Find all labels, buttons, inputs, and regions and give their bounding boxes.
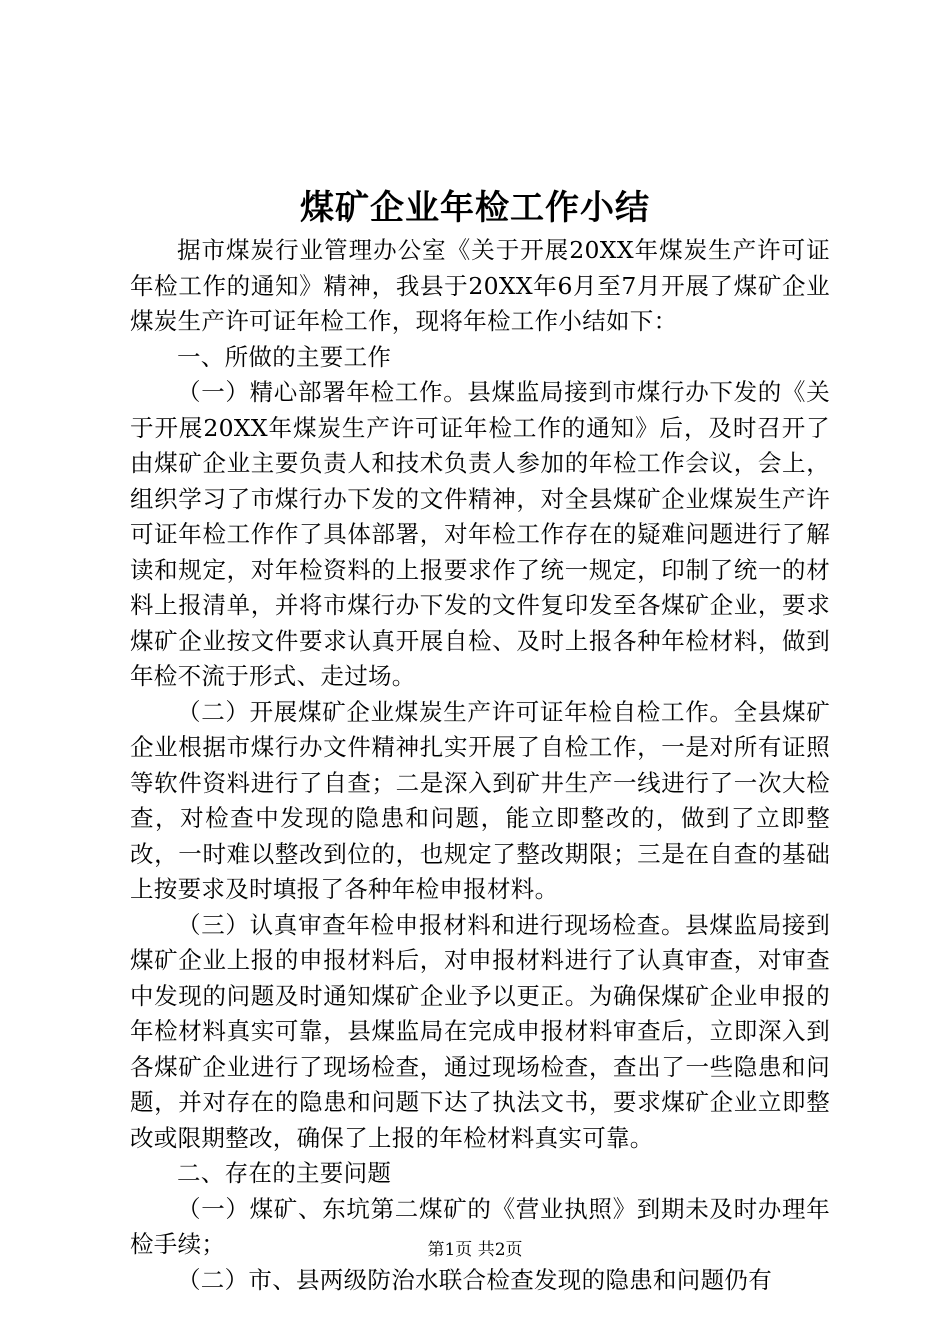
page-footer: 第1页 共2页	[427, 1240, 523, 1260]
paragraph-problem-2: （二）市、县两级防治水联合检查发现的隐患和问题仍有	[177, 1265, 772, 1294]
paragraph-work-3: （三）认真审查年检申报材料和进行现场检查。县煤监局接到煤矿企业上报的申报材料后，对申报材料进行了认真审查，对审查中发现的问题及时通知煤矿企业予以更正。为确保煤矿企业申报的年检材料真实可靠，县煤监局在完成申报材料审查后，立即深入到各煤矿企业进行了现场检查，通过现场检查，查出了一些隐患和问题，并对存在的隐患和问题下达了执法文书，要求煤矿企业立即整改或限期整改，确保了上报的年检材料真实可靠。	[130, 910, 830, 1152]
paragraph-work-2: （二）开展煤矿企业煤炭生产许可证年检自检工作。全县煤矿企业根据市煤行办文件精神扎实开展了自检工作，一是对所有证照等软件资料进行了自查；二是深入到矿井生产一线进行了一次大检查，对检查中发现的隐患和问题，能立即整改的，做到了立即整改，一时难以整改到位的，也规定了整改期限；三是在自查的基础上按要求及时填报了各种年检申报材料。	[130, 697, 830, 903]
section-heading-problems: 二、存在的主要问题	[177, 1159, 392, 1187]
document-body	[130, 233, 830, 1298]
paragraph-work-1: （一）精心部署年检工作。县煤监局接到市煤行办下发的《关于开展20XX年煤炭生产许可证年检工作的通知》后，及时召开了由煤矿企业主要负责人和技术负责人参加的年检工作会议，会上，组织学习了市煤行办下发的文件精神，对全县煤矿企业煤炭生产许可证年检工作作了具体部署，对年检工作存在的疑难问题进行了解读和规定，对年检资料的上报要求作了统一规定，印制了统一的材料上报清单，并将市煤行办下发的文件复印发至各煤矿企业，要求煤矿企业按文件要求认真开展自检、及时上报各种年检材料，做到年检不流于形式、走过场。	[130, 378, 830, 690]
paragraph-intro: 据市煤炭行业管理办公室《关于开展20XX年煤炭生产许可证年检工作的通知》精神，我县于20XX年6月至7月开展了煤矿企业煤炭生产许可证年检工作，现将年检工作小结如下：	[130, 236, 830, 335]
section-heading-main-work: 一、所做的主要工作	[177, 342, 392, 371]
document-title: 煤矿企业年检工作小结	[300, 188, 650, 228]
paragraph-problem-1: （一）煤矿、东坑第二煤矿的《营业执照》到期未及时办理年检手续；	[130, 1194, 830, 1258]
